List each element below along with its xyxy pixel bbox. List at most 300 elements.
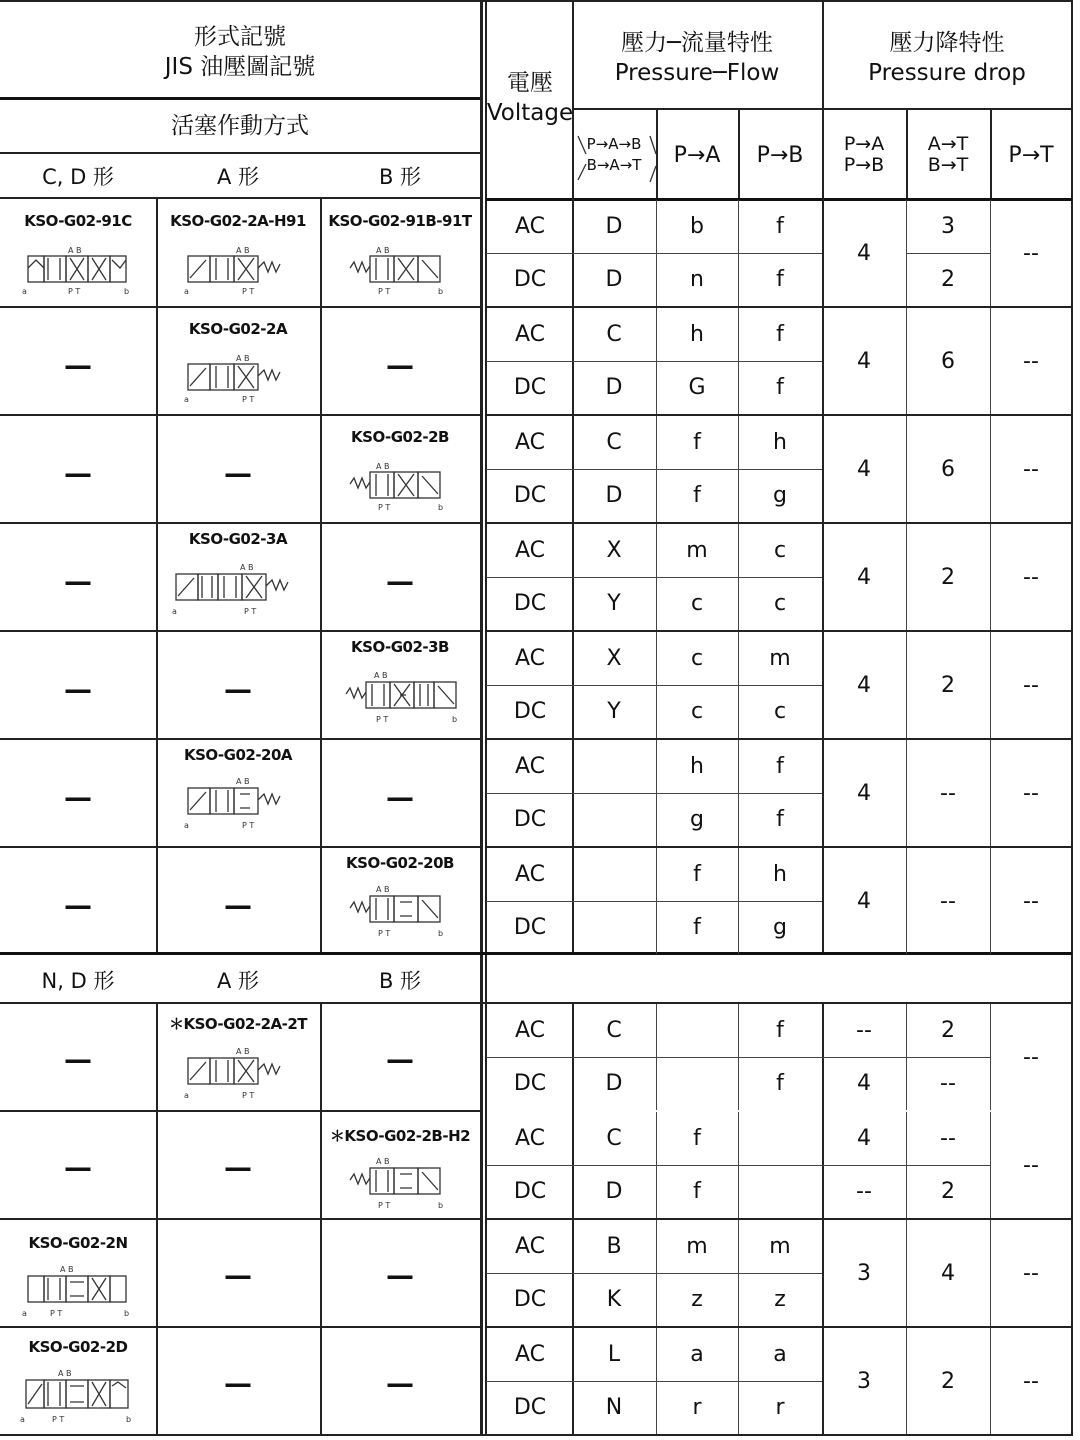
dash: — (64, 1150, 92, 1184)
valve-symbol-icon (340, 664, 470, 728)
svg-text:P T: P T (376, 715, 389, 724)
flow-cell: C (606, 1126, 622, 1151)
voltage-cell: AC (514, 430, 546, 455)
divider (656, 1112, 657, 1218)
col-a-header: A 形 (216, 165, 260, 189)
col-cd-header: C, D 形 (42, 165, 114, 189)
pf-col-pa: P→A (673, 142, 721, 168)
divider (0, 97, 480, 100)
pf-zh: 壓力─流量特性 (621, 30, 773, 56)
flow-cell: f (776, 322, 784, 347)
svg-text:P T: P T (52, 1415, 65, 1424)
divider (486, 793, 822, 794)
pd-zh: 壓力降特性 (889, 30, 1005, 56)
voltage-cell: DC (513, 483, 547, 508)
drop-cell: 4 (941, 1260, 955, 1286)
dash: — (64, 780, 92, 814)
divider (486, 901, 822, 902)
flow-cell: X (606, 538, 622, 563)
model-name: ＊KSO-G02-2B-H2 (329, 1126, 471, 1145)
divider (0, 846, 480, 848)
model-name: KSO-G02-2B (351, 428, 449, 446)
pressure-drop-header (822, 18, 1072, 98)
operation-header: 活塞作動方式 (171, 113, 309, 139)
divider (486, 685, 822, 686)
flow-cell: m (769, 646, 791, 671)
model-name: KSO-G02-2A (188, 320, 288, 338)
dash: — (386, 1366, 414, 1400)
flow-cell: G (688, 375, 706, 400)
svg-text:P T: P T (242, 287, 255, 296)
divider (486, 522, 1072, 524)
divider (0, 1002, 1072, 1004)
flow-cell: f (693, 430, 701, 455)
dash: — (224, 888, 252, 922)
svg-text:a: a (184, 1091, 189, 1100)
flow-cell: c (690, 699, 704, 724)
flow-cell: C (606, 430, 622, 455)
col-a-header-2: A 形 (216, 969, 260, 993)
flow-cell: c (690, 646, 704, 671)
voltage-cell: AC (514, 862, 546, 887)
divider (906, 308, 907, 414)
divider (656, 524, 657, 630)
pf-en: Pressure─Flow (614, 60, 780, 86)
dash: — (64, 348, 92, 382)
drop-cell: -- (856, 1179, 872, 1204)
flow-cell: c (690, 591, 704, 616)
divider (0, 952, 1072, 955)
drop-cell: 2 (941, 267, 955, 292)
divider (156, 1004, 158, 1436)
divider (906, 848, 907, 954)
voltage-cell: AC (514, 538, 546, 563)
divider (906, 1328, 907, 1434)
drop-cell: 4 (857, 564, 871, 590)
divider (486, 630, 1072, 632)
divider (656, 1328, 657, 1434)
divider (486, 846, 1072, 848)
dash: — (224, 456, 252, 490)
divider (906, 253, 990, 254)
flow-cell: f (693, 1126, 701, 1151)
voltage-header (488, 60, 572, 136)
drop-cell-pt: -- (1023, 1152, 1039, 1178)
svg-text:b: b (438, 1201, 444, 1210)
flow-cell: N (605, 1395, 623, 1420)
divider (0, 152, 480, 154)
svg-text:b: b (438, 929, 444, 938)
flow-cell: h (773, 862, 787, 887)
divider (486, 1326, 1072, 1328)
divider (738, 308, 739, 414)
divider (486, 469, 822, 470)
drop-cell: 4 (857, 888, 871, 914)
voltage-cell: DC (513, 1179, 547, 1204)
dash: — (386, 564, 414, 598)
voltage-cell: DC (513, 1395, 547, 1420)
svg-text:P T: P T (378, 503, 391, 512)
svg-text:a: a (172, 607, 177, 616)
svg-text:b: b (438, 503, 444, 512)
divider (738, 200, 739, 306)
flow-cell: D (605, 267, 623, 292)
voltage-cell: AC (514, 214, 546, 239)
divider (1071, 0, 1073, 1436)
model-name: KSO-G02-91C (24, 212, 132, 230)
flow-cell: c (773, 699, 787, 724)
dash: — (386, 780, 414, 814)
divider (738, 740, 739, 846)
svg-text:P T: P T (244, 607, 257, 616)
drop-cell: 4 (857, 348, 871, 374)
drop-cell-pt: -- (1023, 564, 1039, 590)
drop-cell-pt: -- (1023, 240, 1039, 266)
dash: — (64, 888, 92, 922)
voltage-cell: AC (514, 1018, 546, 1043)
drop-cell: 3 (857, 1260, 871, 1286)
divider (906, 108, 908, 198)
svg-text:b: b (438, 287, 444, 296)
left-title (0, 8, 480, 96)
flow-cell: r (692, 1395, 702, 1420)
svg-text:a: a (22, 287, 27, 296)
divider (485, 0, 487, 1436)
divider (486, 1381, 822, 1382)
flow-cell: b (690, 214, 704, 239)
pd-col-atbt (906, 110, 990, 200)
divider (738, 1220, 739, 1326)
divider (486, 414, 1072, 416)
divider (486, 306, 1072, 308)
model-name: ＊KSO-G02-2A-2T (168, 1014, 308, 1033)
svg-text:a: a (184, 287, 189, 296)
svg-text:P T: P T (378, 929, 391, 938)
flow-cell: m (686, 538, 708, 563)
svg-text:A B: A B (60, 1265, 74, 1274)
divider (906, 1112, 907, 1218)
voltage-cell: DC (513, 267, 547, 292)
divider (738, 1328, 739, 1434)
divider (656, 632, 657, 738)
divider (990, 1328, 991, 1434)
flow-cell: a (773, 1342, 787, 1367)
drop-cell: 2 (941, 672, 955, 698)
flow-cell: c (773, 538, 787, 563)
svg-text:A B: A B (236, 246, 250, 255)
col-b-header: B 形 (378, 165, 422, 189)
pd-col-atbt-line1: A→T (927, 133, 969, 155)
flow-cell: D (605, 483, 623, 508)
voltage-cell: DC (513, 699, 547, 724)
model-name: KSO-G02-2A-H91 (170, 212, 306, 230)
svg-text:A B: A B (374, 671, 388, 680)
divider (656, 848, 657, 954)
divider (156, 198, 158, 954)
flow-cell: f (776, 375, 784, 400)
dash: — (224, 672, 252, 706)
pd-col-pt: P→T (1008, 142, 1054, 168)
flow-cell: X (606, 646, 622, 671)
divider (0, 630, 480, 632)
divider (738, 1112, 739, 1218)
flow-cell: f (693, 915, 701, 940)
flow-cell: f (776, 754, 784, 779)
divider (906, 200, 907, 306)
voltage-cell: AC (514, 1234, 546, 1259)
drop-cell: 4 (857, 672, 871, 698)
flow-cell: f (693, 483, 701, 508)
drop-cell-pt: -- (1023, 672, 1039, 698)
svg-text:b: b (124, 1309, 130, 1318)
voltage-en: Voltage (486, 100, 574, 126)
pf-col-pb: P→B (756, 142, 804, 168)
drop-cell: -- (940, 888, 956, 914)
flow-cell: h (690, 754, 704, 779)
valve-symbol-icon (342, 1150, 458, 1214)
model-name: KSO-G02-91B-91T (328, 212, 472, 230)
flow-cell: Y (607, 699, 621, 724)
dash: — (64, 1042, 92, 1076)
valve-symbol-icon (180, 238, 296, 298)
flow-cell: Y (607, 591, 621, 616)
voltage-cell: DC (513, 375, 547, 400)
divider (738, 108, 740, 198)
flow-cell: m (769, 1234, 791, 1259)
divider (990, 848, 991, 954)
drop-cell: 4 (857, 1126, 871, 1151)
flow-cell: f (776, 807, 784, 832)
flow-cell: C (606, 1018, 622, 1043)
flow-cell: h (773, 430, 787, 455)
divider (990, 108, 992, 198)
flow-cell: a (690, 1342, 704, 1367)
valve-symbol-icon (18, 1362, 138, 1428)
divider (486, 1273, 822, 1274)
divider (0, 738, 480, 740)
divider (0, 197, 480, 199)
pd-en: Pressure drop (868, 60, 1026, 86)
dash: — (386, 348, 414, 382)
divider (990, 740, 991, 846)
pd-col-papb-line1: P→A (843, 133, 885, 155)
flow-cell: f (776, 214, 784, 239)
svg-text:A B: A B (236, 777, 250, 786)
valve-symbol-icon (342, 878, 458, 942)
voltage-cell: AC (514, 754, 546, 779)
col-nd-header: N, D 形 (41, 969, 115, 993)
flow-cell: n (690, 267, 704, 292)
pf-col-pab-line1: P→A→B (586, 135, 642, 153)
svg-text:A B: A B (376, 1157, 390, 1166)
svg-text:P T: P T (242, 1091, 255, 1100)
flow-cell: D (605, 214, 623, 239)
divider (0, 0, 1072, 2)
voltage-cell: AC (514, 646, 546, 671)
dash: — (64, 564, 92, 598)
svg-text:a: a (22, 1309, 27, 1318)
drop-cell-pt: -- (1023, 1044, 1039, 1070)
divider (738, 1004, 739, 1110)
drop-cell-pt: -- (1023, 780, 1039, 806)
drop-cell: 3 (857, 1368, 871, 1394)
model-name: KSO-G02-2D (28, 1338, 128, 1356)
drop-cell: 4 (857, 456, 871, 482)
svg-text:b: b (126, 1415, 132, 1424)
drop-cell: 3 (941, 214, 955, 239)
divider (906, 740, 907, 846)
drop-cell: 2 (941, 564, 955, 590)
flow-cell: f (776, 267, 784, 292)
svg-text:a: a (184, 395, 189, 404)
divider (0, 1326, 480, 1328)
divider (656, 1004, 657, 1110)
dash: — (386, 1042, 414, 1076)
divider (990, 1220, 991, 1326)
flow-cell: g (690, 807, 704, 832)
flow-cell: g (773, 915, 787, 940)
divider (906, 524, 907, 630)
flow-cell: L (607, 1342, 621, 1367)
pd-col-papb-line2: P→B (843, 154, 885, 176)
drop-cell-pt: -- (1023, 1260, 1039, 1286)
drop-cell-pt: -- (1023, 888, 1039, 914)
title-jis: JIS 油壓圖記號 (164, 54, 316, 80)
divider (738, 416, 739, 522)
divider (656, 308, 657, 414)
dash: — (64, 456, 92, 490)
voltage-cell: AC (514, 322, 546, 347)
svg-text:b: b (452, 715, 458, 724)
pressure-flow-header (572, 18, 822, 98)
divider (990, 1112, 991, 1218)
voltage-cell: AC (514, 1126, 546, 1151)
divider (738, 848, 739, 954)
pf-col-pab-line2: B→A→T (586, 156, 642, 174)
pd-col-papb (822, 110, 906, 200)
model-name: KSO-G02-20B (346, 854, 454, 872)
svg-text:A B: A B (376, 462, 390, 471)
svg-text:P T: P T (50, 1309, 63, 1318)
divider (486, 577, 822, 578)
drop-cell-pt: -- (1023, 348, 1039, 374)
divider (656, 1220, 657, 1326)
divider (0, 1110, 480, 1112)
drop-cell: 6 (941, 456, 955, 482)
divider (320, 1004, 322, 1436)
divider (0, 306, 480, 308)
model-name: KSO-G02-3B (351, 638, 449, 656)
valve-symbol-icon (170, 556, 300, 620)
dash: — (224, 1366, 252, 1400)
divider (990, 632, 991, 738)
flow-cell: D (605, 375, 623, 400)
divider (0, 522, 480, 524)
valve-symbol-icon (20, 1258, 136, 1322)
svg-text:A B: A B (236, 1047, 250, 1056)
svg-text:P T: P T (378, 287, 391, 296)
flow-cell: z (691, 1287, 703, 1312)
divider (572, 0, 574, 952)
dash: — (224, 1150, 252, 1184)
svg-text:a: a (184, 821, 189, 830)
divider (738, 524, 739, 630)
col-b-header-2: B 形 (378, 969, 422, 993)
divider (486, 1218, 1072, 1220)
voltage-cell: DC (513, 1071, 547, 1096)
valve-symbol-icon (342, 238, 458, 298)
voltage-cell: AC (514, 1342, 546, 1367)
divider (486, 361, 822, 362)
drop-cell: -- (940, 1126, 956, 1151)
divider (0, 1218, 480, 1220)
drop-cell: 6 (941, 348, 955, 374)
model-name: KSO-G02-3A (188, 530, 288, 548)
divider (738, 632, 739, 738)
valve-symbol-icon (20, 238, 136, 298)
voltage-zh: 電壓 (507, 70, 553, 96)
drop-cell-pt: -- (1023, 1368, 1039, 1394)
drop-cell: 4 (857, 240, 871, 266)
flow-cell: m (686, 1234, 708, 1259)
drop-cell: 2 (941, 1179, 955, 1204)
divider (486, 253, 822, 254)
valve-symbol-icon (180, 770, 296, 834)
flow-cell: h (690, 322, 704, 347)
flow-cell: c (773, 591, 787, 616)
flow-cell: f (776, 1018, 784, 1043)
flow-cell: B (606, 1234, 622, 1259)
divider (990, 200, 991, 306)
flow-cell: f (693, 862, 701, 887)
voltage-cell: DC (513, 591, 547, 616)
flow-cell: C (606, 322, 622, 347)
drop-cell: -- (940, 1071, 956, 1096)
flow-cell: z (774, 1287, 786, 1312)
svg-text:A B: A B (68, 246, 82, 255)
divider (486, 1434, 1072, 1436)
dash: — (386, 1258, 414, 1292)
svg-text:P T: P T (242, 395, 255, 404)
svg-text:A B: A B (236, 354, 250, 363)
drop-cell: -- (940, 780, 956, 806)
divider (656, 200, 657, 306)
model-name: KSO-G02-2N (28, 1234, 128, 1252)
divider (906, 1220, 907, 1326)
divider (906, 1004, 907, 1110)
divider (656, 416, 657, 522)
svg-text:a: a (20, 1415, 25, 1424)
flow-cell: D (605, 1071, 623, 1096)
valve-symbol-icon (180, 346, 296, 406)
flow-cell: r (775, 1395, 785, 1420)
drop-cell: -- (856, 1018, 872, 1043)
dash: — (224, 1258, 252, 1292)
svg-text:b: b (124, 287, 130, 296)
svg-text:P T: P T (242, 821, 255, 830)
divider (990, 416, 991, 522)
drop-cell: 2 (941, 1018, 955, 1043)
drop-cell: 4 (857, 1071, 871, 1096)
title-zh: 形式記號 (194, 24, 286, 50)
voltage-cell: DC (513, 807, 547, 832)
svg-text:A B: A B (240, 563, 254, 572)
flow-cell: f (776, 1071, 784, 1096)
svg-text:P T: P T (378, 1201, 391, 1210)
svg-text:P T: P T (68, 287, 81, 296)
flow-cell: K (606, 1287, 622, 1312)
divider (0, 414, 480, 416)
